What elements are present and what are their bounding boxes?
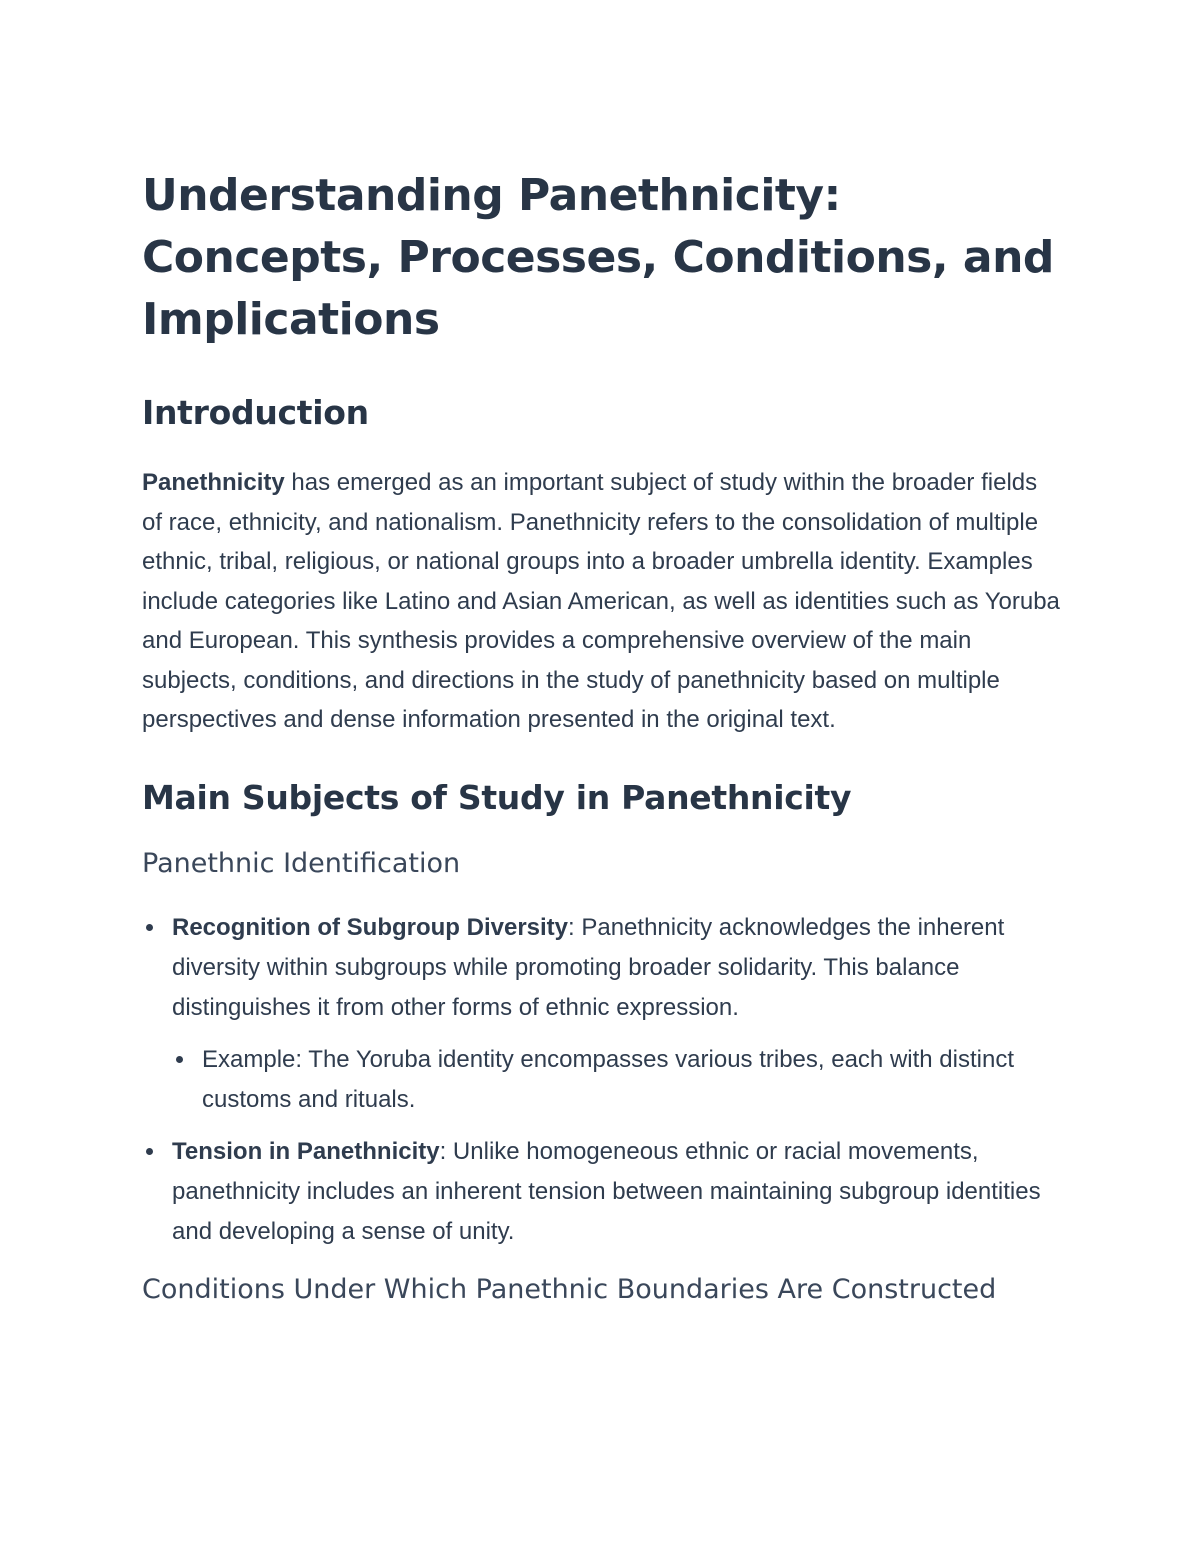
list-item-term: Tension in Panethnicity — [172, 1137, 440, 1165]
list-item — [142, 1132, 1062, 1252]
introduction-paragraph — [142, 463, 1062, 740]
conditions-heading: Conditions Under Which Panethnic Boundaries Are Constructed — [142, 1273, 997, 1305]
list-item-term: Recognition of Subgroup Diversity — [172, 913, 569, 941]
identification-list — [142, 908, 1062, 1252]
sub-list-item: Example: The Yoruba identity encompasses various tribes, each with distinct customs and rituals. — [172, 1040, 1062, 1120]
main-subjects-heading: Main Subjects of Study in Panethnicity — [142, 777, 852, 817]
introduction-heading: Introduction — [142, 393, 369, 432]
introduction-body: has emerged as an important subject of study within the broader fields of race, ethnicity, and nationalism. Panethnicity refers to the consolidation of multiple ethnic, tribal, religious, or national groups into a broader umbrella identity. Examples include categories like Latino and Asian American, as well as identities such as Yoruba and European. This synthesis provides a comprehensive overview of the main subjects, conditions, and directions in the study of panethnicity based on multiple perspectives and dense information presented in the original text. — [142, 469, 1060, 733]
document-title: Understanding Panethnicity: Concepts, Processes, Conditions, and Implications — [142, 170, 1054, 345]
document-page — [142, 165, 1062, 1314]
list-item — [142, 908, 1062, 1120]
panethnic-identification-heading: Panethnic Identification — [142, 847, 461, 879]
list-item-text: : Panethnicity acknowledges the inherent diversity within subgroups while promoting broader solidarity. This balance distinguishes it from other forms of ethnic expression. — [172, 913, 1005, 1021]
list-item-text: : Unlike homogeneous ethnic or racial movements, panethnicity includes an inherent tension between maintaining subgroup identities and developing a sense of unity. — [172, 1137, 1041, 1245]
introduction-lead-term: Panethnicity — [142, 469, 285, 496]
sub-list — [172, 1040, 1062, 1120]
